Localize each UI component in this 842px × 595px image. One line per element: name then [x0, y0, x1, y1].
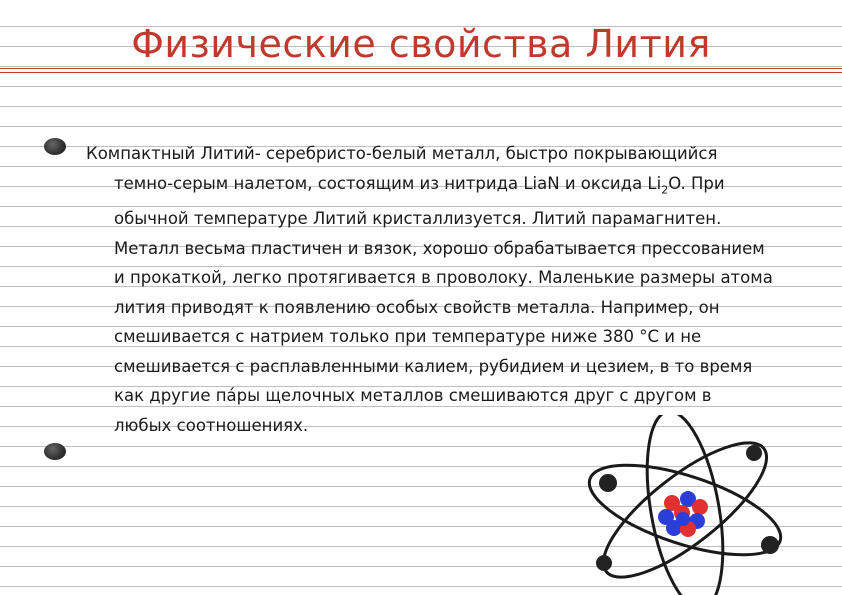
paragraph-line: обычной температуре Литий кристаллизуется. Литий парамагнитен. — [114, 209, 722, 229]
paragraph-line-tail: O. При — [668, 173, 725, 193]
paragraph-line — [86, 169, 836, 205]
paragraph-line: и прокаткой, легко протягивается в проволоку. Маленькие размеры атома — [114, 268, 773, 288]
electron-3 — [596, 555, 612, 571]
paragraph-line: лития приводят к появлению особых свойств металла. Например, он — [114, 297, 720, 317]
body-paragraph — [86, 139, 836, 440]
electron-2 — [761, 536, 779, 554]
paragraph-line: смешивается с натрием только при температуре ниже 380 °C и не — [114, 327, 702, 347]
bullet-2 — [44, 443, 66, 460]
paragraph-line: смешивается с расплавленными калием, рубидием и цезием, в то время — [114, 356, 753, 376]
paragraph-line-text: темно-серым налетом, состоящим из нитрида LiaN и оксида Li — [114, 173, 662, 193]
paragraph-line: Компактный Литий- серебристо-белый металл, быстро покрывающийся — [86, 144, 718, 163]
title-underline — [0, 68, 842, 69]
paragraph-line: как другие пáры щелочных металлов смешиваются друг с другом в — [114, 386, 712, 406]
electron-4 — [746, 445, 762, 461]
nucleus — [658, 491, 708, 537]
slide-title: Физические свойства Лития — [131, 22, 711, 66]
subscript: 2 — [661, 182, 669, 196]
atom-icon — [570, 415, 800, 595]
electron-1 — [599, 474, 617, 492]
bullet-1 — [44, 138, 66, 155]
title-underline-second — [0, 72, 842, 73]
paragraph-line: любых соотношениях. — [114, 415, 309, 435]
paragraph-line: Металл весьма пластичен и вязок, хорошо обрабатывается прессованием — [114, 238, 765, 258]
